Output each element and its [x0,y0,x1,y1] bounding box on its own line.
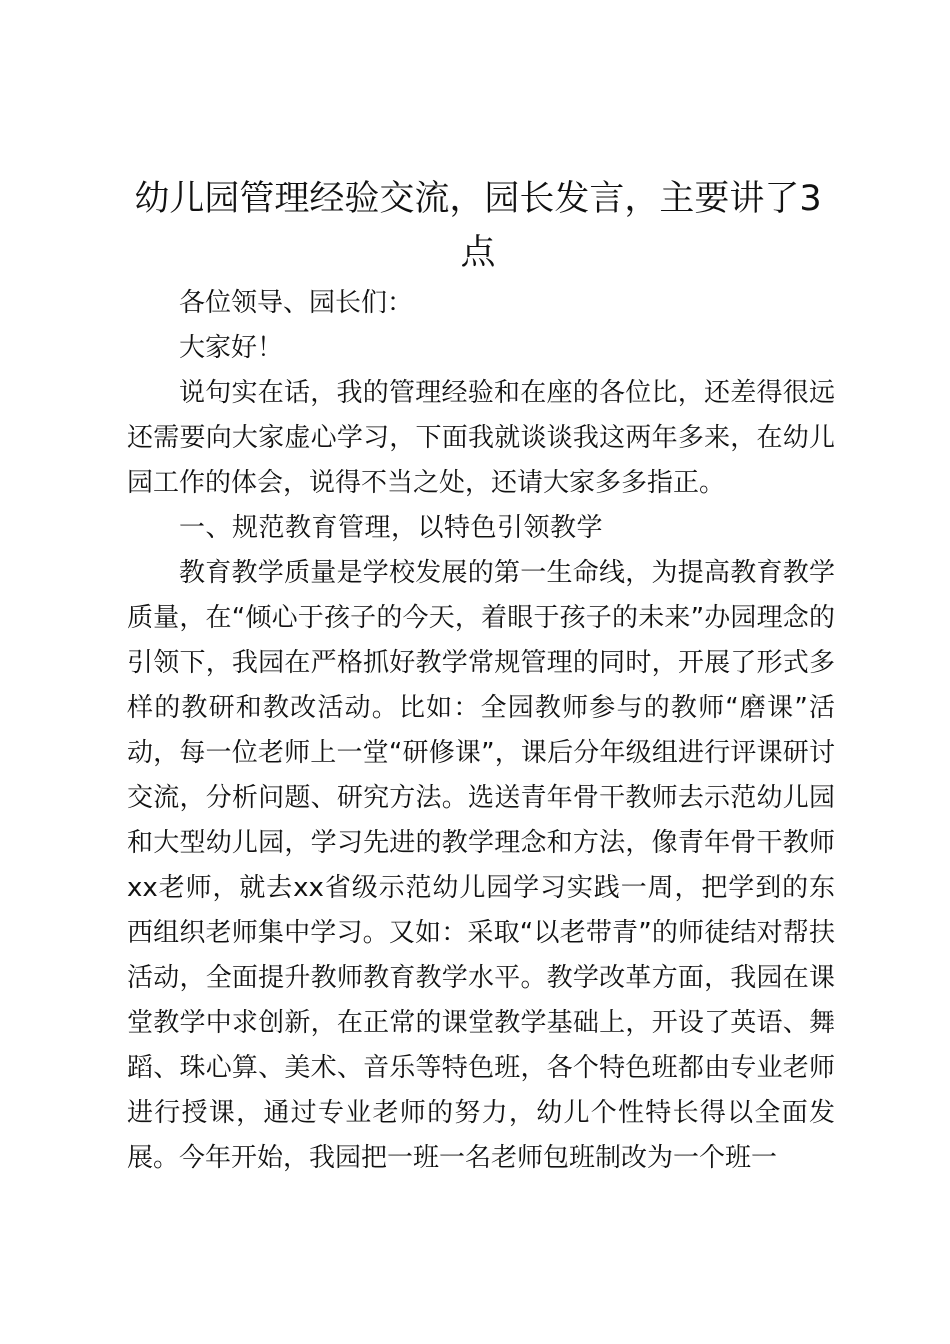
opening-paragraph: 说句实在话，我的管理经验和在座的各位比，还差得很远还需要向大家虚心学习，下面我就谈谈我这两年多来，在幼儿园工作的体会，说得不当之处，还请大家多多指正。 [127,378,835,498]
greeting: 大家好！ [179,333,284,363]
document-title: 幼儿园管理经验交流，园长发言，主要讲了3点 [134,179,822,273]
section-paragraph: 教育教学质量是学校发展的第一生命线，为提高教育教学质量，在“倾心于孩子的今天，着眼于孩子的未来”办园理念的引领下，我园在严格抓好教学常规管理的同时，开展了形式多样的教研和教改活动。比如：全园教师参与的教师“磨课”活动，每一位老师上一堂“研修课”，课后分年级组进行评课研讨交流，分析问题、研究方法。选送青年骨干教师去示范幼儿园和大型幼儿园，学习先进的教学理念和方法，像青年骨干教师xx老师，就去xx省级示范幼儿园学习实践一周，把学到的东西组织老师集中学习。又如：采取“以老带青”的师徒结对帮扶活动，全面提升教师教育教学水平。教学改革方面，我园在课堂教学中求创新，在正常的课堂教学基础上，开设了英语、舞蹈、珠心算、美术、音乐等特色班，各个特色班都由专业老师进行授课，通过专业老师的努力，幼儿个性特长得以全面发展。今年开始，我园把一班一名老师包班制改为一个班一 [127,558,835,1173]
salutation: 各位领导、园长们： [179,288,414,318]
section-heading: 一、规范教育管理，以特色引领教学 [179,513,604,543]
document-body [127,281,835,1181]
